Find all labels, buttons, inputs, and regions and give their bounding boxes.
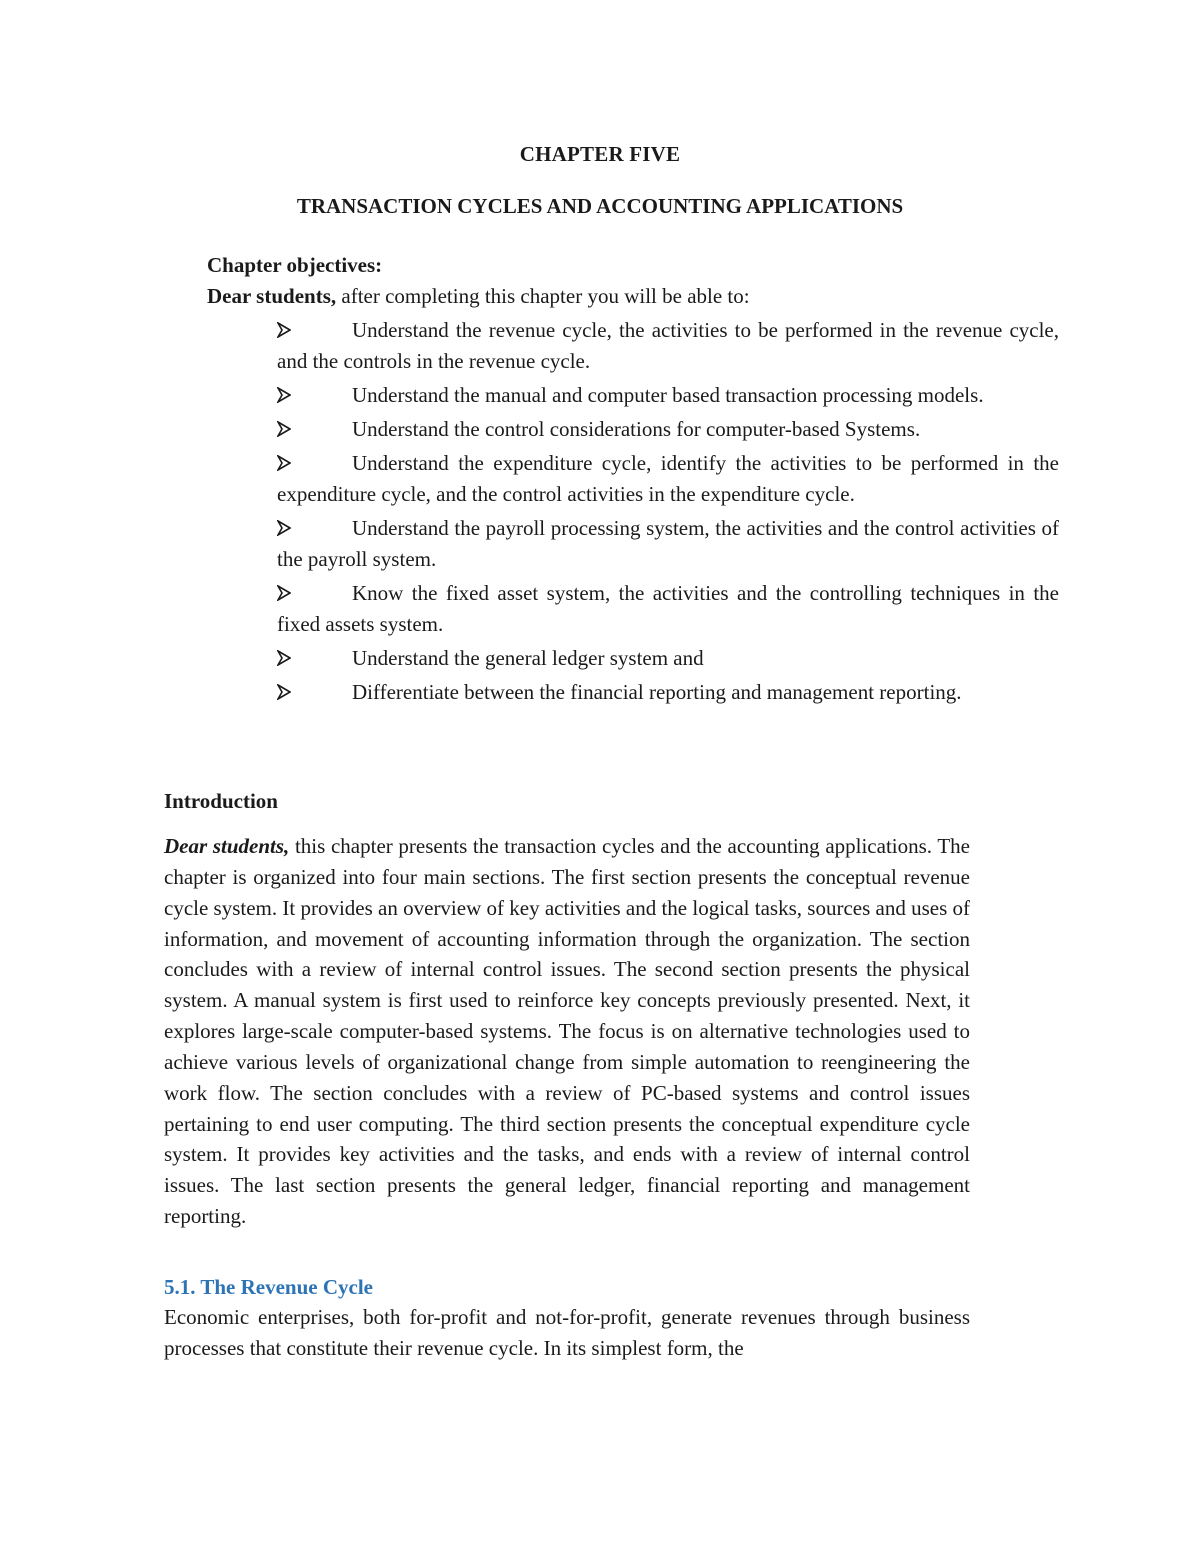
chapter-objectives [207, 250, 1059, 711]
objective-item [277, 448, 1059, 510]
objective-text: Understand the control considerations for computer-based Systems. [352, 417, 921, 441]
objectives-intro-lead: Dear students, [207, 284, 337, 308]
objective-item [277, 513, 1059, 575]
arrowhead-bullet-icon [277, 387, 291, 403]
objective-item [277, 380, 1059, 411]
introduction-lead: Dear students, [164, 834, 290, 858]
objectives-intro [207, 281, 1059, 312]
objectives-list [207, 315, 1059, 708]
objective-item [277, 414, 1059, 445]
chapter-subtitle: TRANSACTION CYCLES AND ACCOUNTING APPLICATIONS [296, 194, 904, 218]
objective-item [277, 315, 1059, 377]
objective-text: Know the fixed asset system, the activities and the controlling techniques in the fixed assets system. [277, 581, 1059, 636]
objectives-intro-text: after completing this chapter you will be able to: [336, 284, 750, 308]
arrowhead-bullet-icon [277, 520, 291, 536]
objective-text: Understand the payroll processing system, the activities and the control activities of the payroll system. [277, 516, 1059, 571]
arrowhead-bullet-icon [277, 421, 291, 437]
chapter-title: CHAPTER FIVE [519, 142, 681, 166]
objective-text: Understand the revenue cycle, the activities to be performed in the revenue cycle, and the controls in the revenue cycle. [277, 318, 1059, 373]
arrowhead-bullet-icon [277, 684, 291, 700]
objectives-heading: Chapter objectives: [207, 253, 383, 277]
arrowhead-bullet-icon [277, 455, 291, 471]
introduction-body: this chapter presents the transaction cycles and the accounting applications. The chapter is organized into four main sections. The first section presents the conceptual revenue cycle system. It provides an overview of key activities and the logical tasks, sources and uses of information, and movement of accounting information through the organization. The section concludes with a review of internal control issues. The second section presents the physical system. A manual system is first used to reinforce key concepts previously presented. Next, it explores large-scale computer-based systems. The focus is on alternative technologies used to achieve various levels of organizational change from simple automation to reengineering the work flow. The section concludes with a review of PC-based systems and control issues pertaining to end user computing. The third section presents the conceptual expenditure cycle system. It provides key activities and the tasks, and ends with a review of internal control issues. The last section presents the general ledger, financial reporting and management reporting. [164, 834, 970, 1229]
objective-text: Understand the general ledger system and [352, 646, 704, 670]
arrowhead-bullet-icon [277, 322, 291, 338]
arrowhead-bullet-icon [277, 650, 291, 666]
objective-text: Understand the expenditure cycle, identify the activities to be performed in the expenditure cycle, and the control activities in the expenditure cycle. [277, 451, 1059, 506]
introduction-paragraph [164, 831, 970, 1232]
objective-text: Understand the manual and computer based transaction processing models. [352, 383, 984, 407]
arrowhead-bullet-icon [277, 585, 291, 601]
objective-item [277, 643, 1059, 674]
objective-text: Differentiate between the financial reporting and management reporting. [352, 680, 962, 704]
introduction-heading: Introduction [164, 789, 278, 813]
objective-item [277, 578, 1059, 640]
objective-item [277, 677, 1059, 708]
revenue-cycle-heading: 5.1. The Revenue Cycle [164, 1274, 374, 1299]
revenue-cycle-paragraph: Economic enterprises, both for-profit and not-for-profit, generate revenues through business processes that constitute their revenue cycle. In its simplest form, the [164, 1304, 970, 1360]
introduction-section [164, 786, 970, 1364]
